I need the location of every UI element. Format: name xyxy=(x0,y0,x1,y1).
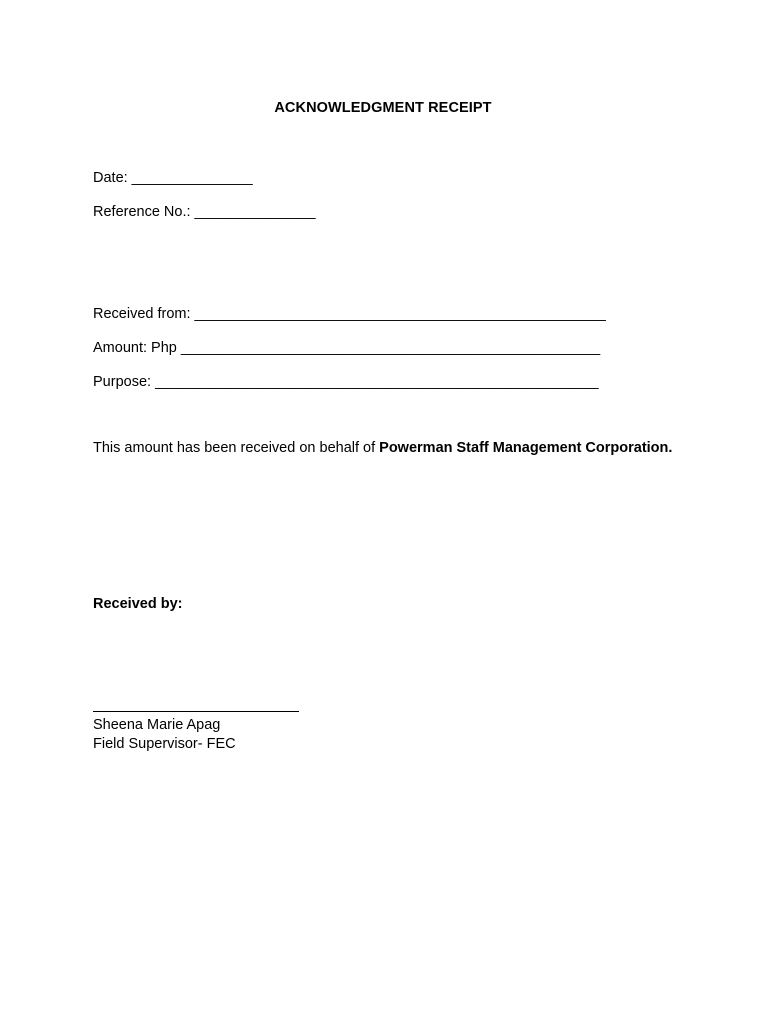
statement-text: This amount has been received on behalf of xyxy=(93,440,380,456)
received-by-label: Received by: xyxy=(93,596,183,612)
purpose-field: Purpose: _______________________________________________________ xyxy=(93,374,599,390)
received-from-field: Received from: ___________________________________________________ xyxy=(93,306,606,322)
statement-paragraph xyxy=(93,438,673,458)
amount-field: Amount: Php ____________________________________________________ xyxy=(93,340,601,356)
signature-line xyxy=(93,711,299,712)
reference-number-field: Reference No.: _______________ xyxy=(93,204,316,220)
signatory-position: Field Supervisor- FEC xyxy=(93,736,236,752)
date-field: Date: _______________ xyxy=(93,170,253,186)
signatory-name: Sheena Marie Apag xyxy=(93,717,221,733)
company-name: Powerman Staff Management Corporation. xyxy=(379,440,673,456)
document-title: ACKNOWLEDGMENT RECEIPT xyxy=(274,100,492,116)
